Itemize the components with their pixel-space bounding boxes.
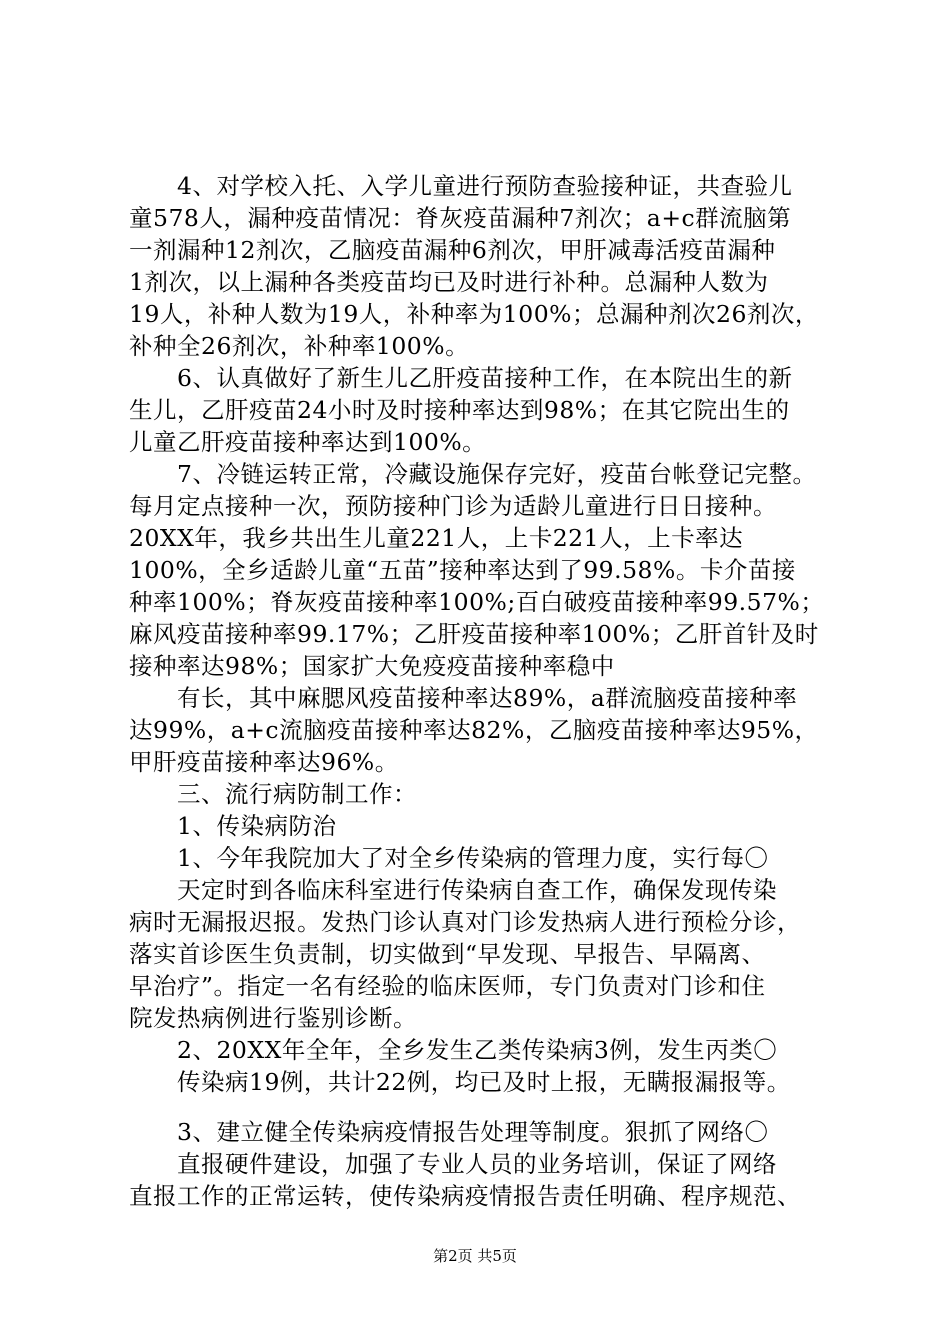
text-line: 1剂次，以上漏种各类疫苗均已及时进行补种。总漏种人数为 — [129, 268, 769, 296]
text-line: 补种全26剂次，补种率100%。 — [129, 332, 470, 360]
text-line: 4、对学校入托、入学儿童进行预防查验接种证，共查验儿 — [177, 172, 793, 200]
text-line: 一剂漏种12剂次，乙脑疫苗漏种6剂次，甲肝减毒活疫苗漏种 — [129, 236, 776, 264]
text-line: 儿童乙肝疫苗接种率达到100%。 — [129, 428, 487, 456]
subsection-heading: 1、传染病防治 — [177, 812, 337, 840]
section-heading: 三、流行病防制工作： — [177, 780, 417, 808]
page-number-footer: 第2页 共5页 — [433, 1247, 517, 1265]
text-line: 天定时到各临床科室进行传染病自查工作，确保发现传染 — [177, 876, 777, 904]
text-line: 病时无漏报迟报。发热门诊认真对门诊发热病人进行预检分诊， — [129, 908, 801, 936]
text-line: 种率100%；脊灰疫苗接种率100%;百白破疫苗接种率99.57%； — [129, 588, 825, 616]
text-line: 直报硬件建设，加强了专业人员的业务培训，保证了网络 — [177, 1150, 777, 1178]
text-line: 6、认真做好了新生儿乙肝疫苗接种工作，在本院出生的新 — [177, 364, 793, 392]
text-line: 院发热病例进行鉴别诊断。 — [129, 1004, 417, 1032]
text-line: 落实首诊医生负责制，切实做到“早发现、早报告、早隔离、 — [129, 940, 766, 968]
text-line: 7、冷链运转正常，冷藏设施保存完好，疫苗台帐登记完整。 — [177, 460, 817, 488]
text-line: 3、建立健全传染病疫情报告处理等制度。狠抓了网络〇 — [177, 1118, 769, 1146]
text-line: 甲肝疫苗接种率达96%。 — [129, 748, 399, 776]
text-line: 每月定点接种一次，预防接种门诊为适龄儿童进行日日接种。 — [129, 492, 777, 520]
text-line: 早治疗”。指定一名有经验的临床医师，专门负责对门诊和住 — [129, 972, 766, 1000]
text-line: 达99%，a+c流脑疫苗接种率达82%，乙脑疫苗接种率达95%， — [129, 716, 819, 744]
text-line: 接种率达98%；国家扩大免疫疫苗接种率稳中 — [129, 652, 615, 680]
text-line: 有长，其中麻腮风疫苗接种率达89%，a群流脑疫苗接种率 — [177, 684, 798, 712]
text-line: 2、20XX年全年，全乡发生乙类传染病3例，发生丙类〇 — [177, 1036, 778, 1064]
text-line: 生儿，乙肝疫苗24小时及时接种率达到98%；在其它院出生的 — [129, 396, 790, 424]
text-line: 麻风疫苗接种率99.17%；乙肝疫苗接种率100%；乙肝首针及时 — [129, 620, 819, 648]
text-line: 传染病19例，共计22例，均已及时上报，无瞒报漏报等。 — [177, 1068, 791, 1096]
text-line: 童578人，漏种疫苗情况：脊灰疫苗漏种7剂次；a+c群流脑第 — [129, 204, 792, 232]
text-line: 1、今年我院加大了对全乡传染病的管理力度，实行每〇 — [177, 844, 769, 872]
text-line: 直报工作的正常运转，使传染病疫情报告责任明确、程序规范、 — [129, 1182, 801, 1210]
text-line: 20XX年，我乡共出生儿童221人，上卡221人，上卡率达 — [129, 524, 744, 552]
text-line: 100%，全乡适龄儿童“五苗”接种率达到了99.58%。卡介苗接 — [129, 556, 796, 584]
text-line: 19人，补种人数为19人，补种率为100%；总漏种剂次26剂次， — [129, 300, 819, 328]
